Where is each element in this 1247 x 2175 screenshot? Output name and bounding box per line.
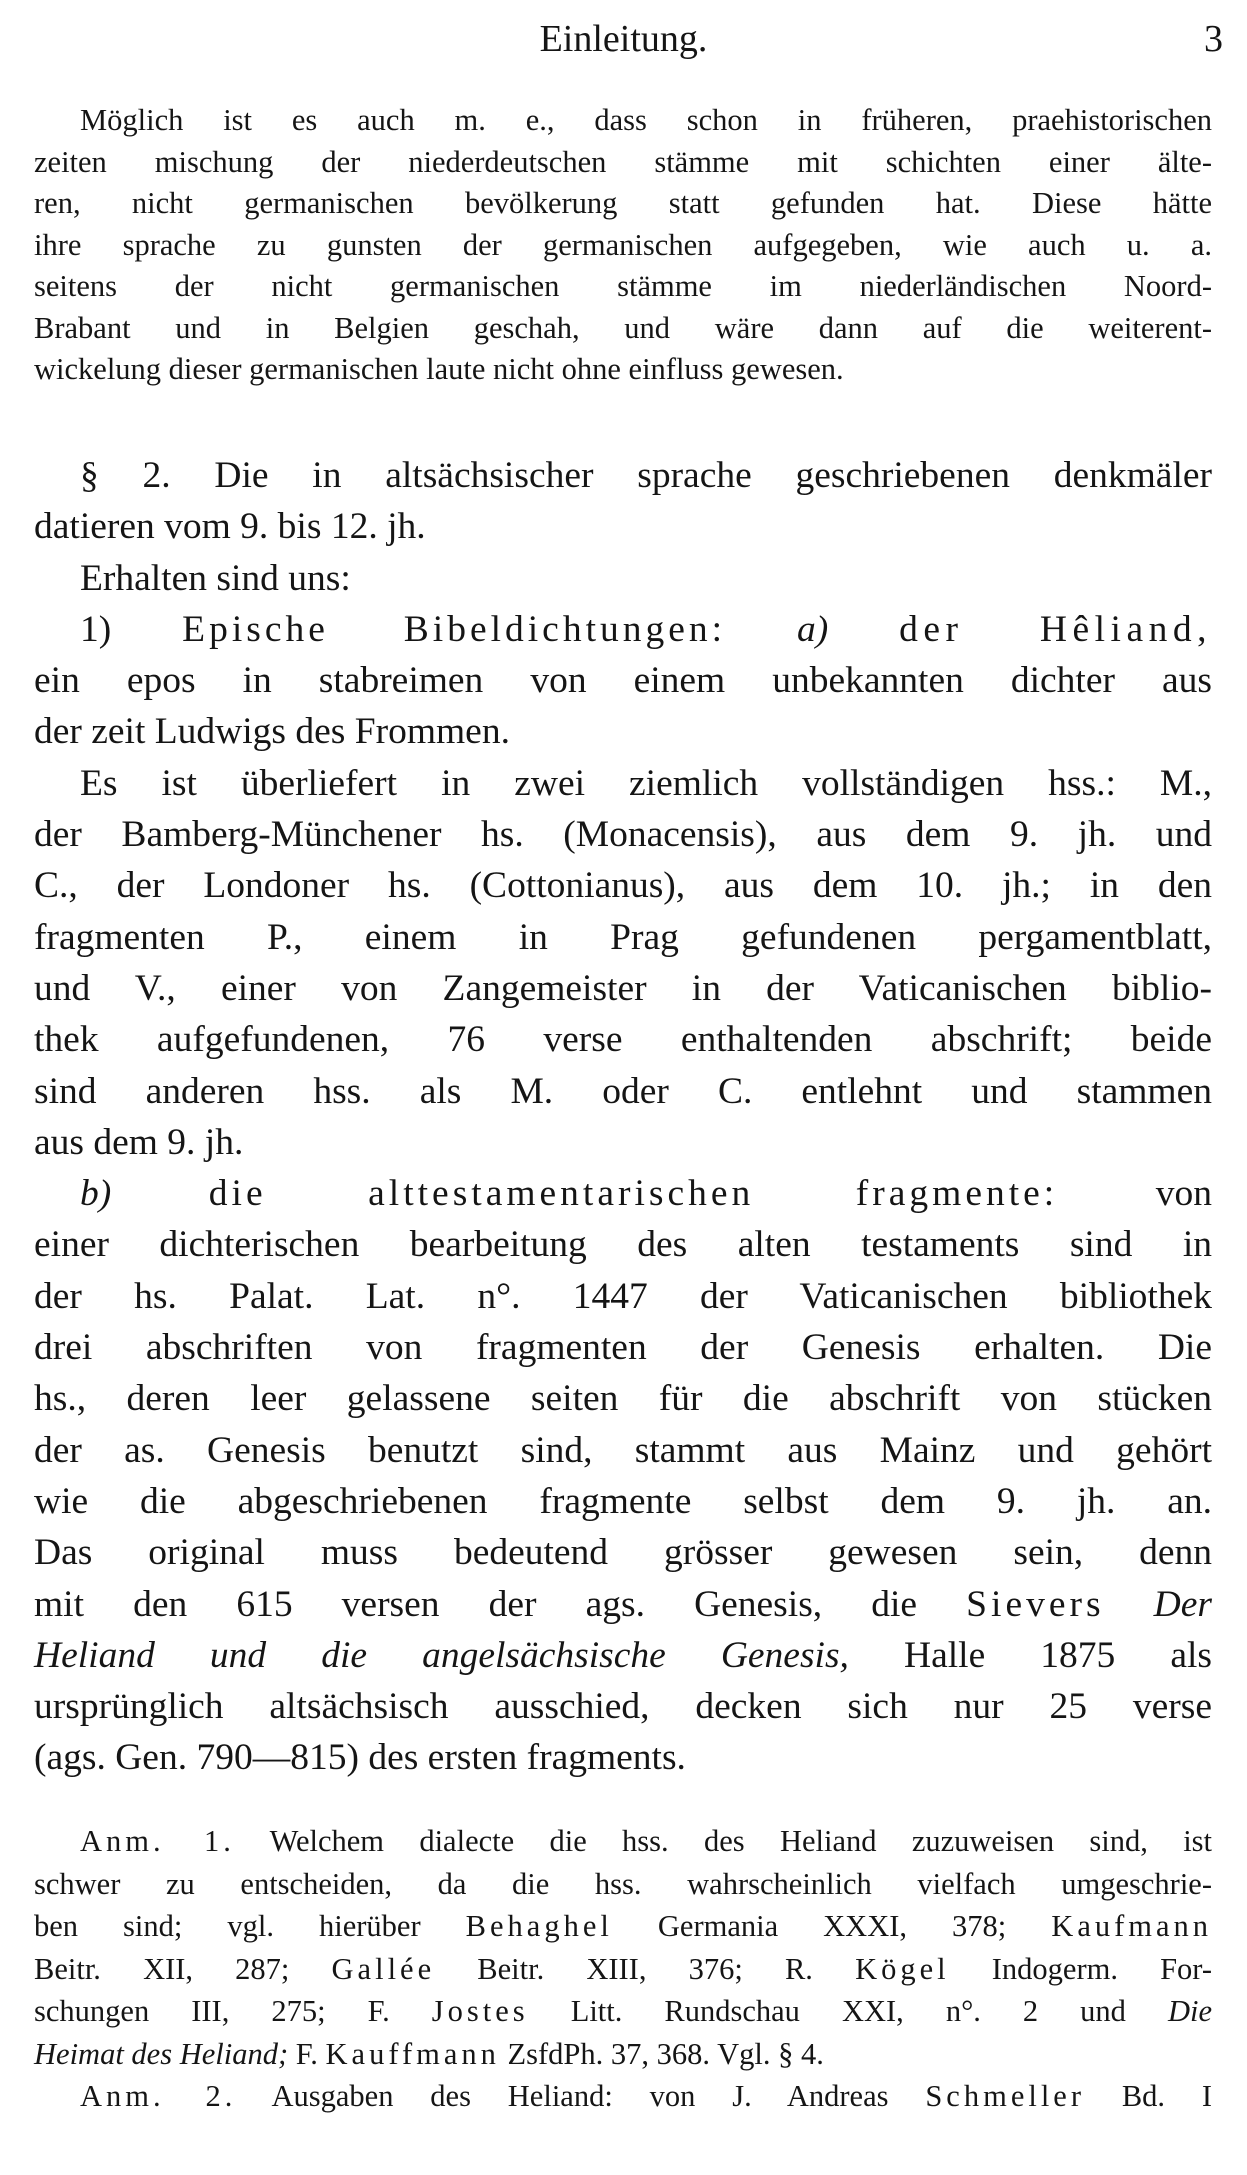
die-heimat-title: Die xyxy=(1167,1994,1213,2028)
anm-1-line xyxy=(34,1948,1212,1991)
item-b-line: wie die abgeschriebenen fragmente selbst dem 9. jh. an. xyxy=(34,1480,1212,1522)
running-title: Einleitung. xyxy=(539,18,708,60)
anm-2-text: Ausgaben des Heliand: von J. Andreas xyxy=(271,2079,889,2113)
item-b-line: ursprünglich altsächsisch ausschied, decken sich nur 25 verse xyxy=(34,1686,1212,1728)
item-b-line: drei abschriften von fragmenten der Genesis erhalten. Die xyxy=(34,1327,1212,1369)
intro-line: ren, nicht germanischen bevölkerung statt gefunden hat. Diese hätte xyxy=(34,186,1212,220)
item-1-title-line xyxy=(34,604,1212,655)
anm-1-text: ZsfdPh. 37, 368. Vgl. § 4. xyxy=(507,2036,824,2071)
anm-2-text: Bd. I xyxy=(1121,2079,1213,2113)
anm-1-text: Germania XXXI, 378; xyxy=(657,1909,1007,1943)
item-1-sub-label: a) xyxy=(796,608,829,650)
schmeller-name: Schmeller xyxy=(925,2079,1085,2113)
transmission-line: aus dem 9. jh. xyxy=(34,1121,244,1163)
intro-line: seitens der nicht germanischen stämme im niederländischen Noord- xyxy=(34,269,1212,303)
behaghel-name: Behaghel xyxy=(465,1909,613,1943)
anm-1-text: ben sind; vgl. hierüber xyxy=(34,1909,421,1943)
die-heimat-title: Heimat des Heliand; xyxy=(34,2036,289,2071)
item-b-after-title: von xyxy=(1155,1173,1213,1215)
anm-1-line xyxy=(34,1820,1212,1863)
anm-2-label: Anm. 2. xyxy=(80,2079,237,2113)
item-1-line: ein epos in stabreimen von einem unbekannten dichter aus xyxy=(34,660,1212,702)
anm-1-text: schungen III, 275; F. xyxy=(34,1994,390,2028)
anm-1-line xyxy=(34,1905,1212,1948)
transmission-line: sind anderen hss. als M. oder C. entlehnt und stammen xyxy=(34,1070,1212,1112)
anm-1-text: Litt. Rundschau XXI, n°. 2 und xyxy=(570,1994,1126,2028)
intro-line: Brabant und in Belgien geschah, und wäre dann auf die weiterent- xyxy=(34,310,1212,345)
heliand-name: der Hêliand, xyxy=(899,608,1212,650)
jostes-name: Jostes xyxy=(431,1994,529,2028)
gallee-name: Gallée xyxy=(331,1951,436,1986)
anm-2-line xyxy=(34,2075,1212,2118)
anm-1-line: schwer zu entscheiden, da die hss. wahrscheinlich vielfach umgeschrie- xyxy=(34,1866,1212,1901)
transmission-line: C., der Londoner hs. (Cottonianus), aus dem 10. jh.; in den xyxy=(34,865,1212,907)
section-heading-line: datieren vom 9. bis 12. jh. xyxy=(34,506,426,548)
after-work: Halle 1875 als xyxy=(904,1634,1213,1676)
section-heading-line: § 2. Die in altsächsischer sprache geschriebenen denkmäler xyxy=(80,455,1212,496)
item-b-title-line xyxy=(34,1168,1212,1219)
page-number: 3 xyxy=(1204,18,1223,60)
item-b-line xyxy=(34,1630,1212,1681)
anm-1-text: F. xyxy=(295,2036,318,2071)
kauffmann-name: Kauffmann xyxy=(325,2036,500,2071)
koegel-name: Kögel xyxy=(855,1951,950,1986)
intro-line: Möglich ist es auch m. e., dass schon in früheren, praehistorischen xyxy=(80,103,1212,137)
item-b-line: Das original muss bedeutend grösser gewesen sein, denn xyxy=(34,1532,1212,1574)
anm-1-text: Indogerm. For- xyxy=(991,1951,1213,1986)
transmission-line: fragmenten P., einem in Prag gefundenen pergamentblatt, xyxy=(34,916,1212,958)
anm-1-text: Beitr. XII, 287; xyxy=(34,1951,290,1986)
kaufmann-name: Kaufmann xyxy=(1051,1909,1213,1943)
anm-1-line xyxy=(34,1990,1212,2033)
transmission-line: der Bamberg-Münchener hs. (Monacensis), aus dem 9. jh. und xyxy=(34,814,1212,856)
annotations xyxy=(34,1820,1212,2118)
item-b-line: der hs. Palat. Lat. n°. 1447 der Vaticanischen bibliothek xyxy=(34,1275,1212,1317)
section-lead: Erhalten sind uns: xyxy=(80,557,351,599)
item-b-line: hs., deren leer gelassene seiten für die abschrift von stücken xyxy=(34,1378,1212,1420)
item-b-line: (ags. Gen. 790—815) des ersten fragments. xyxy=(34,1737,686,1779)
intro-line: zeiten mischung der niederdeutschen stämme mit schichten einer älte- xyxy=(34,144,1212,179)
work-title-part1: Der xyxy=(1153,1583,1212,1625)
transmission-line: Es ist überliefert in zwei ziemlich vollständigen hss.: M., xyxy=(80,762,1212,804)
item-b-line: der as. Genesis benutzt sind, stammt aus Mainz und gehört xyxy=(34,1429,1212,1471)
work-title-part2: Heliand und die angelsächsische Genesis, xyxy=(34,1634,849,1676)
running-header xyxy=(0,14,1247,64)
anm-1-label: Anm. 1. xyxy=(80,1824,235,1858)
item-1-number: 1) xyxy=(80,608,112,650)
item-b-line: einer dichterischen bearbeitung des alten testaments sind in xyxy=(34,1224,1212,1266)
transmission-line: thek aufgefundenen, 76 verse enthaltenden abschrift; beide xyxy=(34,1019,1212,1061)
intro-paragraph xyxy=(34,100,1212,391)
item-b-line xyxy=(34,1579,1212,1630)
intro-line: wickelung dieser germanischen laute nicht ohne einfluss gewesen. xyxy=(34,352,844,386)
item-b-sub-label: b) xyxy=(80,1173,112,1215)
item-1-spaced-title: Epische Bibeldichtungen: xyxy=(182,608,727,650)
item-b-spaced-title: die alttestamentarischen fragmente: xyxy=(208,1173,1059,1215)
transmission-line: und V., einer von Zangemeister in der Vaticanischen biblio- xyxy=(34,967,1212,1009)
anm-1-line xyxy=(34,2033,1212,2076)
item-b-line-text: mit den 615 versen der ags. Genesis, die xyxy=(34,1583,918,1625)
anm-1-text: Beitr. XIII, 376; R. xyxy=(477,1951,813,1986)
anm-1-text: Welchem dialecte die hss. des Heliand zuzuweisen sind, ist xyxy=(269,1824,1213,1858)
sievers-name: Sievers xyxy=(966,1583,1105,1625)
section-2 xyxy=(34,450,1212,1784)
intro-line: ihre sprache zu gunsten der germanischen aufgegeben, wie auch u. a. xyxy=(34,227,1212,262)
item-1-line: der zeit Ludwigs des Frommen. xyxy=(34,711,510,753)
